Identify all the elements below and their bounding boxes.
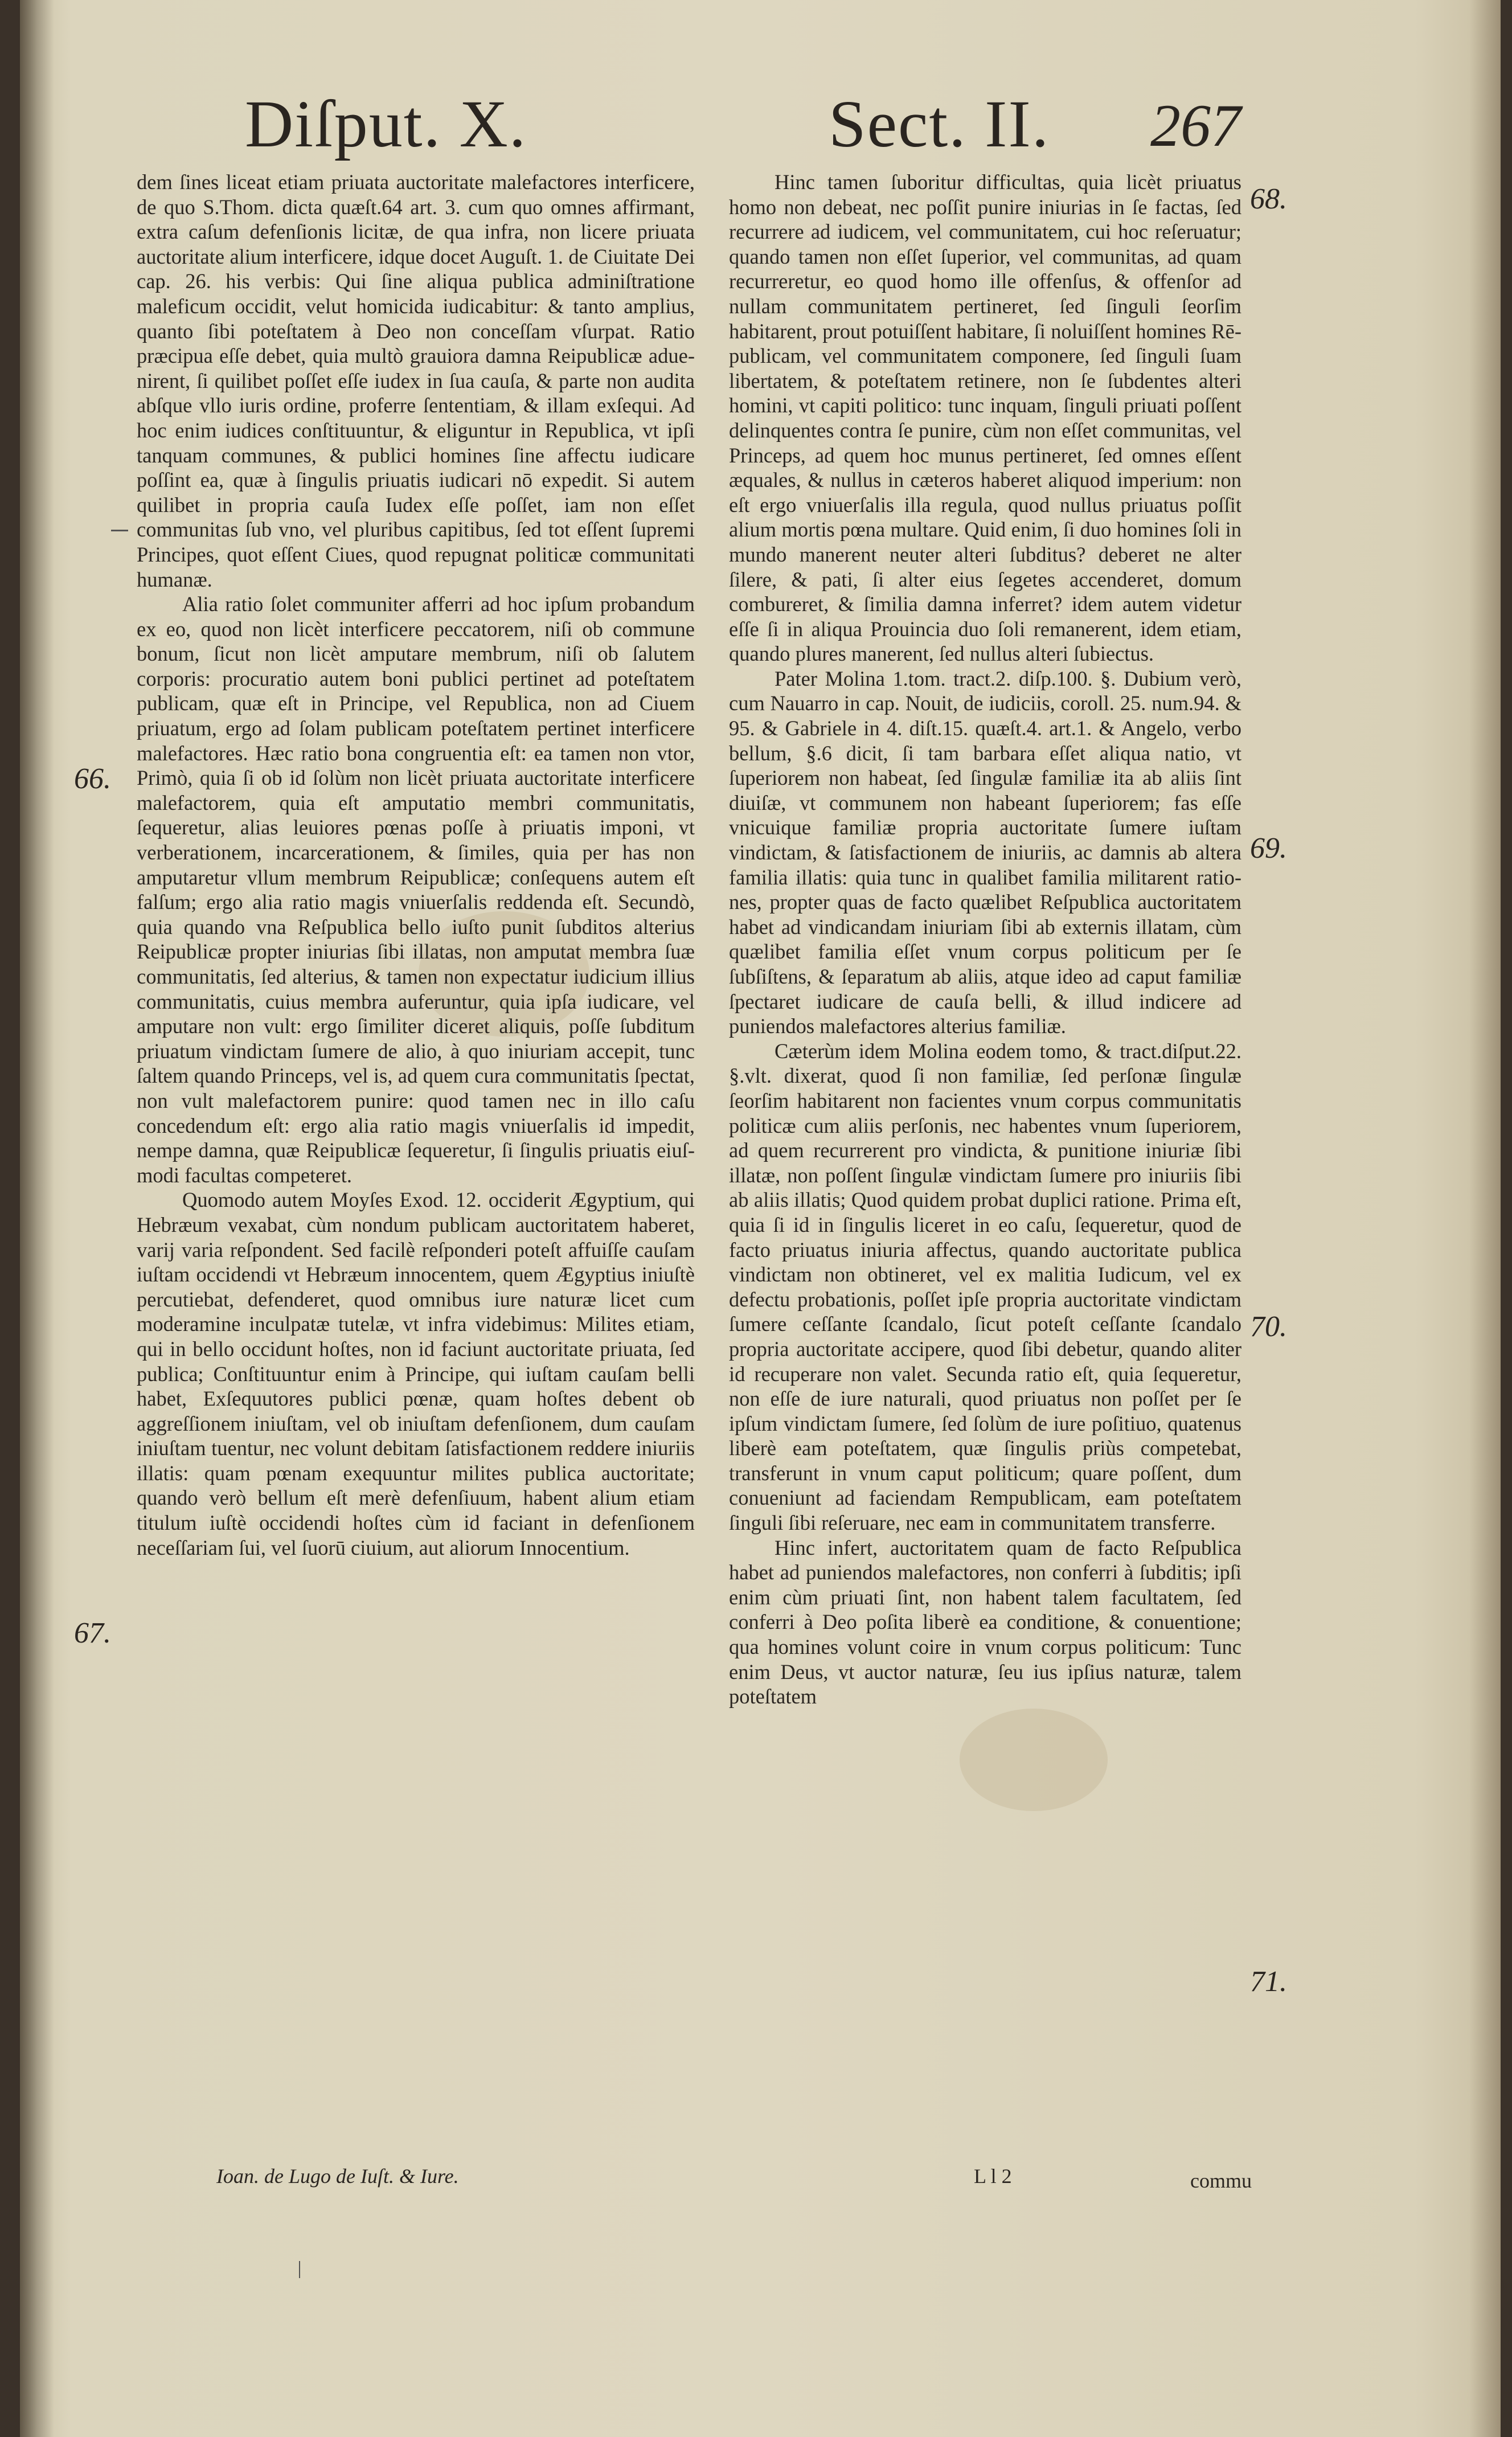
running-header (20, 85, 1501, 171)
paragraph-68: Hinc tamen ſuboritur difficultas, quia licèt priuatus homo non debeat, nec poſſit punire iniurias in ſe factas, ſed recurrere ad iudicem, vel communitatem, cui hoc reſeruatur; quando tamen non eſſet ſuperior, vel communitas, ad quam recurreretur, eo quod homo ille offenſus, & offenſor ad nullam communitatem pertineret, ſed ſinguli ſeorſim habitarent, prout potuiſſent habitare, ſi noluiſſent homines Rēpublicam, vel communitatem componere, ſed ſinguli ſuam libertatem, & poteſtatem retinere, non ſe ſubdentes alteri homini, vt capiti politico: tunc inquam, ſinguli priuati poſſent delinquentes contra ſe punire, cùm non eſſet communitas, vel Princeps, ad quem hoc munus pertineret, ſed omnes eſſent æquales, & nullus in cæteros haberet aliquod imperium: non eſt ergo vniuerſalis illa regula, quod nullus priuatus poſſit alium mortis pœna multare. Quid enim, ſi duo homines ſoli in mundo manerent neuter alteri ſubditus? deberet ne alter ſilere, & pati, ſi alter eius ſegetes accenderet, domum combureret, & ſimilia damna inferret? idem autem videtur eſſe ſi in aliqua Prouincia duo ſoli remanerent, idem etiam, quando plures manerent, ſed nullus alteri ſubiectus. (729, 170, 1241, 666)
margin-number-71: 71. (1250, 1965, 1287, 1998)
paragraph-69: Pater Molina 1.tom. tract.2. diſp.100. §. Dubium verò, cum Nauarro in cap. Nouit, de iudiciis, coroll. 25. num.94. & 95. & Gabriele in 4. diſt.15. quæſt.4. art.1. & Angelo, verbo bellum, §.6 dicit, ſi tam barbara eſſet aliqua natio, vt ſuperiorem non habeat, ſed ſingulæ familiæ ita ab aliis ſint diuiſæ, vt communem non habeant ſuperiorem; fas eſſe vnicuique familiæ propria auctoritate ſumere iuſtam vindictam, & ſatisfactionem de iniuriis, ac damnis ab altera familia illatis: quia tunc in qualibet familia militarent rationes, propter quas de facto quælibet Reſpublica auctoritatem habet ad vindicandam iniuriam ſibi ab externis illatam, cùm quælibet familia eſſet vnum corpus politicum per ſe ſubſiſtens, & ſeparatum ab aliis, atque ideo ad caput familiæ ſpectaret iudicare de cauſa belli, & illud indicere ad puniendos malefactores alterius familiæ. (729, 666, 1241, 1038)
paper-stain (960, 1709, 1108, 1811)
paragraph-67: Quomodo autem Moyſes Exod. 12. occiderit Ægyptium, qui Hebræum vexabat, cùm nondum publicam auctoritatem haberet, varij varia reſpondent. Sed facilè reſponderi poteſt affuiſſe cauſam iuſtam occidendi vt Hebræum innocentem, quem Ægyptius iniuſtè percutiebat, defenderet, quod omnibus iure naturæ licet cum moderamine inculpatæ tutelæ, vt infra videbimus: Milites etiam, qui in bello occidunt hoſtes, non id faciunt auctoritate priuata, ſed publica; Conſtituuntur enim à Principe, qui iuſtam cauſam belli habet, Exſequutores publici pœnæ, quam hoſtes debent ob aggreſſionem iniuſtam, vel ob iniuſtam defenſionem, dum cauſam iniuſtam tuentur, nec volunt debitam ſatisfactionem reddere iniuriis illatis: quam pœnam exequuntur milites publica auctoritate; quando verò bellum eſt merè defenſiuum, habent alium etiam titulum iuſtè occidendi hoſtes cùm id faciant in defenſionem neceſſariam ſui, vel ſuorū ciuium, aut aliorum Innocentium. (137, 1188, 695, 1559)
left-column (137, 170, 695, 1560)
paragraph-70: Cæterùm idem Molina eodem tomo, & tract.diſput.22. §.vlt. dixerat, quod ſi non familiæ, ſed perſonæ ſingulæ ſeorſim habitarent non facientes vnum corpus communitatis politicæ cum aliis perſonis, nec habentes vnum ſuperiorem, ad quem recurrerent pro vindicta, & punitione iniuriæ ſibi illatæ, non poſſent ſingulæ vindictam ſumere pro iniuriis ſibi ab aliis illatis; Quod quidem probat duplici ratione. Prima eſt, quia ſi id in ſingulis liceret in eo caſu, ſequeretur, quod de facto priuatus iniuria affectus, quando auctoritate publica vindictam non obtineret, vel ex malitia Iudicum, vel ex defectu probationis, poſſet ipſe propria auctoritate vindictam ſumere ceſſante ſcandalo, ſicut poteſt ceſſante ſcandalo propria auctoritate accipere, quod ſibi debetur, quando aliter id recuperare non valet. Secunda ratio eſt, quia ſequeretur, non eſſe de iure naturali, quod priuatus non poſſet per ſe ipſum vindictam ſumere, ſed ſolùm de iure poſitiuo, quatenus liberè eam poteſtatem, quæ ſingulis priùs competebat, transferunt in vnum caput politicum; quare poſſent, dum conueniunt ad faciendam Rempublicam, eam poteſtatem ſinguli ſibi reſeruare, nec eam in communitatem transferre. (729, 1039, 1241, 1535)
margin-dash (111, 530, 128, 531)
page-number: 267 (1150, 92, 1241, 159)
gutter-shadow (20, 0, 54, 2437)
header-section: Sect. II. (829, 87, 1050, 161)
margin-number-68: 68. (1250, 183, 1287, 215)
page-edge-shadow (1469, 0, 1501, 2437)
margin-number-66: 66. (74, 763, 111, 795)
paragraph-continued: dem ſines liceat etiam priuata auctoritate malefactores interficere, de quo S.Thom. dicta quæſt.64 art. 3. cum quo omnes affirmant, extra caſum defenſionis licitæ, de qua infra, non licere priuata auctoritate alium interficere, idque docet Auguſt. 1. de Ciuitate Dei cap. 26. his verbis: Qui ſine aliqua publica adminiſtratione maleficum occidit, velut homicida iudicabitur: & tanto amplius, quanto ſibi poteſtatem à Deo non conceſſam vſurpat. Ratio præcipua eſſe debet, quia multò grauiora damna Reipublicæ aduenirent, ſi quilibet poſſet eſſe iudex in ſua cauſa, & parte non audita abſque vllo iuris ordine, proferre ſententiam, & illam exſequi. Ad hoc enim iudices conſtituuntur, & eliguntur in Republica, vt ipſi tanquam communes, & publici homines ſine affectu iudicare poſſint ea, quæ à ſingulis priuatis iudicari nō expedit. Si autem quilibet in propria cauſa Iudex eſſe poſſet, iam non eſſet communitas ſub vno, vel pluribus capitibus, ſed tot eſſent ſupremi Principes, quot eſſent Ciues, quod repugnat politicæ communitati humanæ. (137, 170, 695, 591)
paragraph-66: Alia ratio ſolet communiter afferri ad hoc ipſum probandum ex eo, quod non licèt interficere peccatorem, niſi ob commune bonum, ſicut non licèt amputare membrum, niſi ob ſalutem corporis: procuratio autem boni publici pertinet ad poteſtatem publicam, quæ eſt in Principe, vel Republica, non ad Ciuem priuatum, ergo ad ſolam publicam poteſtatem pertinet interficere malefactores. Hæc ratio bona congruentia eſt: ea tamen non vtor, Primò, quia ſi ob id ſolùm non licèt priuata auctoritate interficere malefactorem, quia eſt amputatio membri communitatis, ſequeretur, alias leuiores pœnas poſſe à priuatis imponi, vt verberationem, incarcerationem, & ſimiles, quia per has non amputaretur vllum membrum Reipublicæ; conſequens autem eſt falſum; ergo alia ratio magis vniuerſalis reddenda eſt. Secundò, quia quando vna Reſpublica bello iuſto punit ſubditos alterius Reipublicæ propter iniurias ſibi illatas, non amputat membra ſuæ communitatis, ſed alterius, & tamen non expectatur iudicium illius communitatis, cuius membra auferuntur, quia ipſa iudicare, vel amputare non vult: ergo ſimiliter diceret aliquis, poſſe ſubditum priuatum vindictam ſumere de alio, à quo iniuriam accepit, tunc ſaltem quando Princeps, vel is, ad quem cura communitatis ſpectat, non vult malefactorem punire: quod tamen nec in illo caſu concedendum eſt: ergo alia ratio magis vniuerſalis id impedit, nempe damna, quæ Reipublicæ ſequeretur, ſi ſingulis priuatis eiuſmodi facultas competeret. (137, 592, 695, 1187)
margin-tick (299, 2261, 300, 2278)
signature-mark: L l 2 (974, 2165, 1012, 2188)
footer-author-title: Ioan. de Lugo de Iuſt. & Iure. (216, 2165, 459, 2188)
book-page (20, 0, 1501, 2437)
margin-number-67: 67. (74, 1617, 111, 1649)
right-column (729, 170, 1241, 1709)
paragraph-71: Hinc infert, auctoritatem quam de facto Reſpublica habet ad puniendos malefactores, non conferri à ſubditis; ipſi enim cùm priuati ſint, non habent talem facultatem, ſed conferri à Deo poſita liberè ea conditione, & conuentione; qua homines volunt coire in vnum corpus politicum: Tunc enim Deus, vt auctor naturæ, ſeu ius ipſius naturæ, talem poteſtatem (729, 1535, 1241, 1709)
catchword: commu (1190, 2169, 1252, 2192)
margin-number-69: 69. (1250, 832, 1287, 865)
header-disputation: Diſput. X. (245, 87, 527, 161)
margin-number-70: 70. (1250, 1310, 1287, 1343)
